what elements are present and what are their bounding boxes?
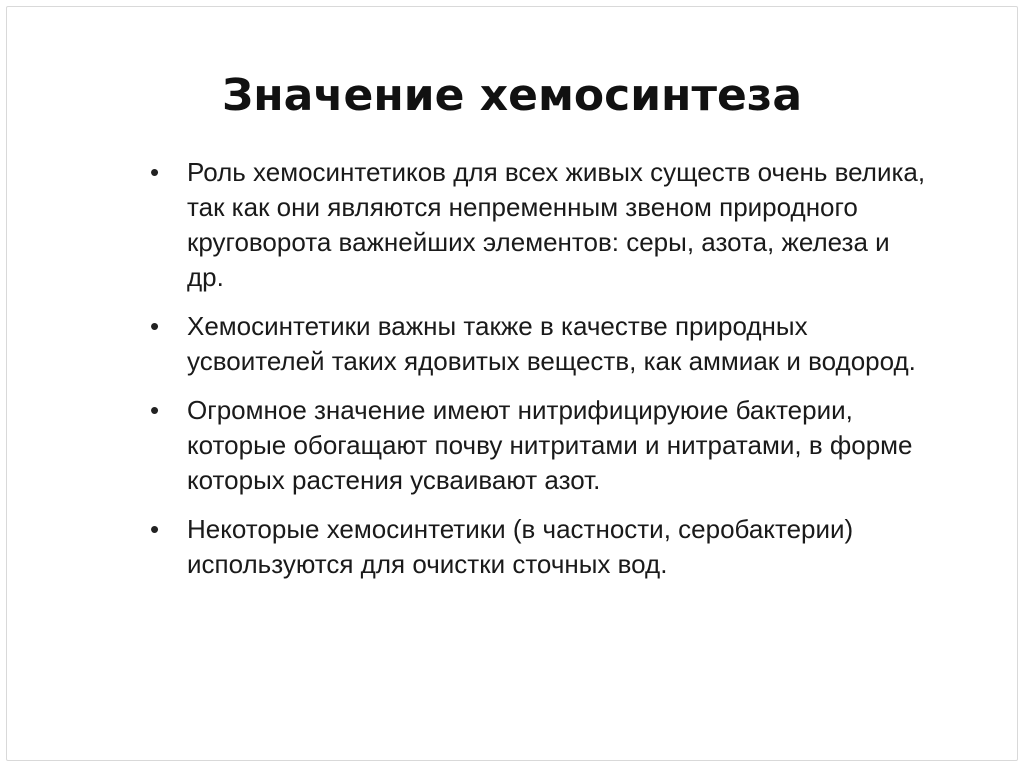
bullet-marker: • — [150, 311, 160, 341]
slide-title: Значение хемосинтеза — [221, 70, 803, 121]
bullet-marker: • — [150, 157, 160, 187]
bullet-list — [150, 155, 950, 596]
bullet-marker: • — [150, 395, 160, 425]
bullet-text: Хемосинтетики важны также в качестве природных усвоителей таких ядовитых веществ, как аммиак и водород. — [187, 311, 916, 376]
bullet-text: Роль хемосинтетиков для всех живых существ очень велика, так как они являются непременным звеном природного круговорота важнейших элементов: серы, азота, железа и др. — [187, 157, 926, 292]
bullet-item — [150, 393, 950, 498]
bullet-item — [150, 155, 950, 295]
bullet-item — [150, 309, 950, 379]
bullet-item — [150, 512, 950, 582]
bullet-text: Огромное значение имеют нитрифицируюие бактерии, которые обогащают почву нитритами и нитратами, в форме которых растения усваивают азот. — [187, 395, 913, 495]
bullet-text: Некоторые хемосинтетики (в частности, серобактерии) используются для очистки сточных вод. — [187, 514, 854, 579]
bullet-marker: • — [150, 514, 160, 544]
